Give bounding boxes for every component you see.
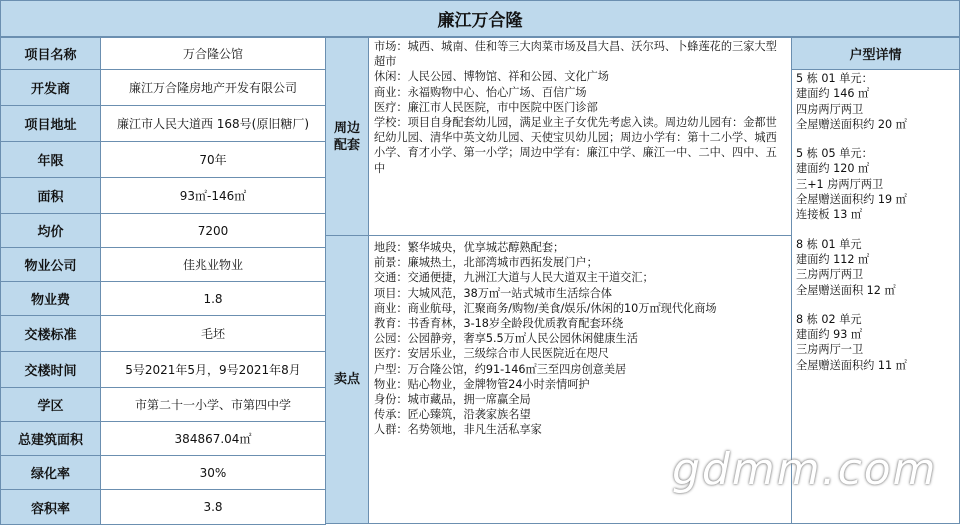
unit-line: 5 栋 05 单元： <box>796 147 873 161</box>
unit-block <box>796 146 955 222</box>
selling-point-line: 公园：公园静旁，奢享5.5万㎡人民公园休闲健康生活 <box>374 332 638 346</box>
surroundings-label-cell <box>325 37 369 236</box>
info-label: 绿化率 <box>0 455 101 490</box>
info-label: 交楼标准 <box>0 315 101 352</box>
unit-line: 8 栋 01 单元 <box>796 237 862 251</box>
info-value: 毛坯 <box>100 315 326 352</box>
unit-line: 全屋赠送面积 12 ㎡ <box>796 283 896 297</box>
selling-point-line: 交通：交通便捷，九洲江大道与人民大道双主干道交汇； <box>374 271 654 285</box>
info-value: 5号2021年5月，9号2021年8月 <box>100 351 326 388</box>
unit-line: 全屋赠送面积约 19 ㎡ <box>796 193 907 207</box>
unit-line: 5 栋 01 单元： <box>796 72 873 85</box>
info-value: 3.8 <box>100 489 326 525</box>
info-value: 佳兆业物业 <box>100 247 326 282</box>
info-label: 交楼时间 <box>0 351 101 388</box>
surroundings-text <box>368 37 792 236</box>
info-value: 市第二十一小学、市第四中学 <box>100 387 326 422</box>
info-value: 384867.04㎡ <box>100 421 326 456</box>
surroundings-line: 市场：城西、城南、佳和等三大肉菜市场及昌大昌、沃尔玛、卜蜂莲花的三家大型超市 <box>374 40 777 69</box>
info-value: 30% <box>100 455 326 490</box>
selling-point-line: 物业：贴心物业，金牌物管24小时亲情呵护 <box>374 377 590 391</box>
selling-point-line: 户型：万合隆公馆，约91-146㎡三至四房创意美居 <box>374 362 627 376</box>
info-label: 物业费 <box>0 281 101 316</box>
info-value: 1.8 <box>100 281 326 316</box>
surroundings-line: 学校：项目自身配套幼儿园，满足业主子女优先考虑入读。周边幼儿园有：金都世纪幼儿园、清华中英文幼儿园、天使宝贝幼儿园；周边小学有：第十二小学、城西小学、育才小学、第一小学；周边中学有：廉江中学、廉江一中、二中、四中、五中 <box>374 116 777 175</box>
selling-points-label-cell <box>325 235 369 524</box>
unit-line: 三房两厅两卫 <box>796 268 864 282</box>
unit-line: 8 栋 02 单元 <box>796 312 862 326</box>
unit-line: 四房两厅两卫 <box>796 102 864 116</box>
watermark: gdmm.com <box>672 444 938 495</box>
info-value: 70年 <box>100 141 326 178</box>
unit-block <box>796 71 955 132</box>
unit-line: 建面约 93 ㎡ <box>796 328 863 342</box>
unit-block <box>796 237 955 298</box>
selling-points-label: 卖点 <box>333 372 360 387</box>
info-label: 学区 <box>0 387 101 422</box>
unit-line: 建面约 146 ㎡ <box>796 87 870 101</box>
unit-line: 建面约 112 ㎡ <box>796 252 870 266</box>
surroundings-label: 周边配套 <box>333 120 360 153</box>
selling-point-line: 商业：商业航母，汇聚商务/购物/美食/娱乐/休闲的10万㎡现代化商场 <box>374 301 717 315</box>
info-label: 面积 <box>0 177 101 214</box>
selling-point-line: 前景：廉城热土，北部湾城市西拓发展门户； <box>374 256 598 270</box>
selling-point-line: 人群：名势领地，非凡生活私享家 <box>374 423 542 437</box>
unit-line: 三+1 房两厅两卫 <box>796 177 884 191</box>
info-value: 万合隆公馆 <box>100 37 326 70</box>
info-value: 廉江万合隆房地产开发有限公司 <box>100 69 326 106</box>
info-label: 均价 <box>0 213 101 248</box>
surroundings-line: 休闲：人民公园、博物馆、祥和公园、文化广场 <box>374 70 609 84</box>
info-label: 开发商 <box>0 69 101 106</box>
selling-point-line: 身份：城市藏品，拥一席赢全局 <box>374 393 531 407</box>
page-title: 廉江万合隆 <box>0 0 960 37</box>
unit-line: 连接板 13 ㎡ <box>796 208 863 222</box>
info-value: 7200 <box>100 213 326 248</box>
unit-line: 建面约 120 ㎡ <box>796 162 870 176</box>
selling-point-line: 医疗：安居乐业，三级综合市人民医院近在咫尺 <box>374 347 609 361</box>
selling-point-line: 教育：书香育林，3-18岁全龄段优质教育配套环绕 <box>374 317 624 331</box>
info-label: 容积率 <box>0 489 101 525</box>
selling-point-line: 项目：大城风范，38万㎡一站式城市生活综合体 <box>374 286 612 300</box>
unit-details-header: 户型详情 <box>791 37 960 70</box>
selling-point-line: 传承：匠心臻筑，沿袭家族名望 <box>374 408 531 422</box>
surroundings-line: 医疗：廉江市人民医院，市中医院中医门诊部 <box>374 100 598 114</box>
info-label: 年限 <box>0 141 101 178</box>
unit-line: 全屋赠送面积约 20 ㎡ <box>796 117 907 131</box>
surroundings-line: 商业：永福购物中心、怡心广场、百信广场 <box>374 85 587 99</box>
selling-point-line: 地段：繁华城央，优享城芯醇熟配套； <box>374 241 565 254</box>
info-value: 廉江市人民大道西 168号(原旧糖厂) <box>100 105 326 142</box>
unit-block <box>796 312 955 373</box>
unit-line: 三房两厅一卫 <box>796 343 864 357</box>
info-label: 物业公司 <box>0 247 101 282</box>
info-label: 项目地址 <box>0 105 101 142</box>
info-label: 总建筑面积 <box>0 421 101 456</box>
unit-line: 全屋赠送面积约 11 ㎡ <box>796 358 907 372</box>
info-label: 项目名称 <box>0 37 101 70</box>
info-value: 93㎡-146㎡ <box>100 177 326 214</box>
